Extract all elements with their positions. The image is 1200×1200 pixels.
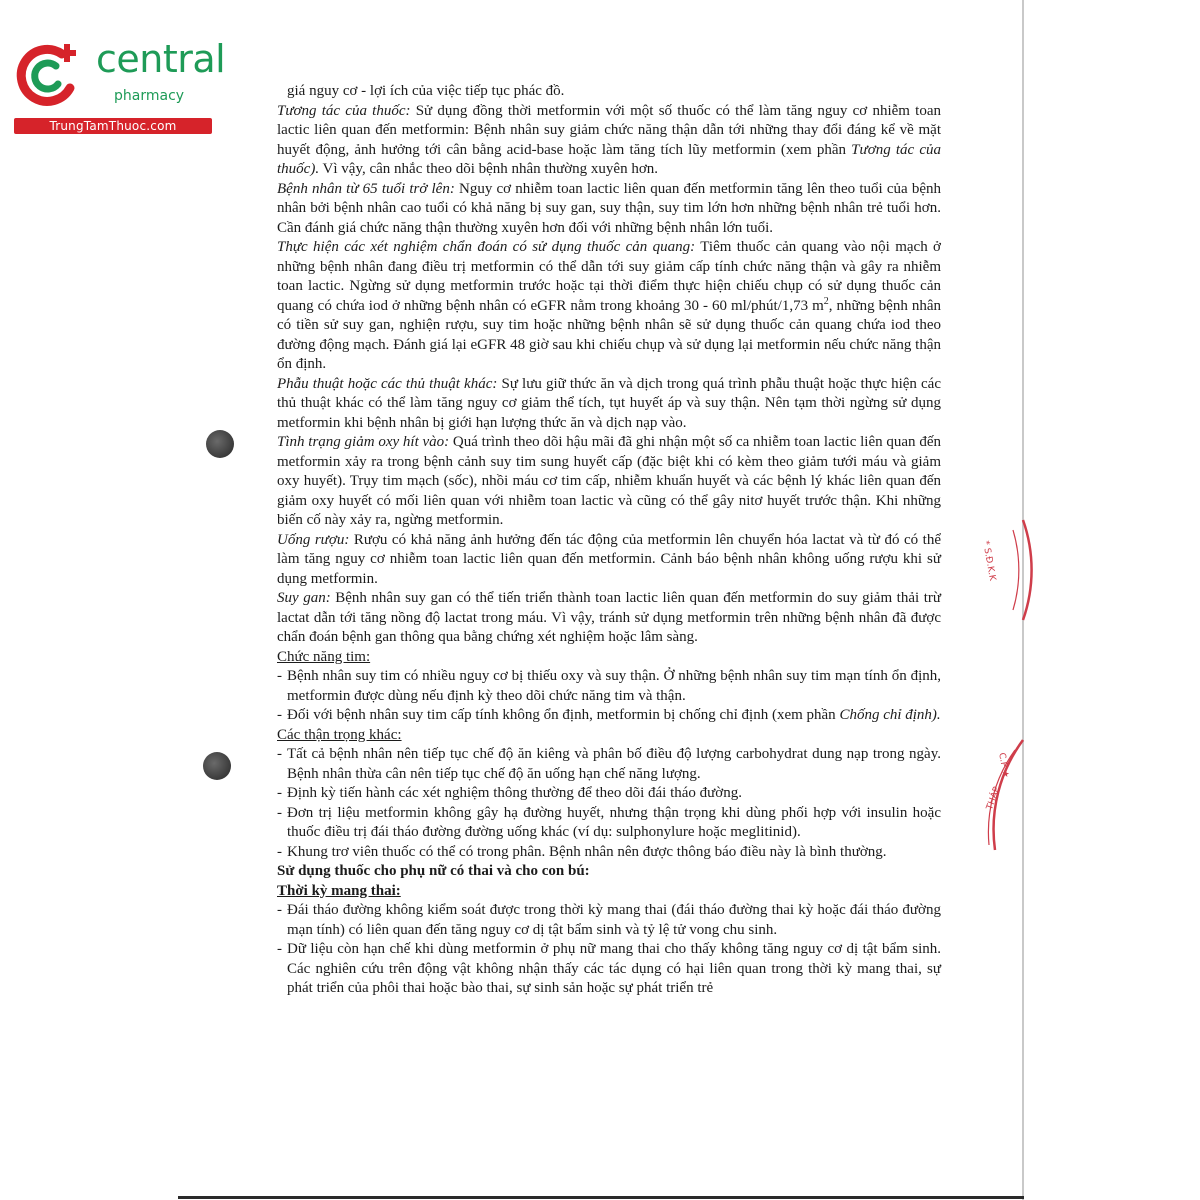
document-body: [277, 82, 941, 999]
text-contrast-b: , những bệnh nhân có tiền sử suy gan, nghiện rượu, suy tim hoặc những bệnh nhân sẽ sử dụng thuốc cản quang chứa iod theo đường động mạch. Đánh giá lại eGFR 48 giờ sau khi chiếu chụp và sử dụng lại metformin nếu chức năng thận ổn định.: [277, 297, 941, 372]
label-surgery: Phẫu thuật hoặc các thủ thuật khác:: [277, 375, 498, 392]
stamp-top-text: * S.Đ.K.K: [980, 540, 998, 582]
heading-other-cautions: Các thận trọng khác:: [277, 726, 402, 743]
paragraph-contrast: [277, 238, 941, 375]
paragraph-drug-interaction: [277, 102, 941, 180]
text-alcohol: Rượu có khả năng ảnh hưởng đến tác động của metformin lên chuyển hóa lactat và từ đó có thể làm tăng nguy cơ nhiễm toan lactic liên quan đến metformin. Cảnh báo bệnh nhân không uống rượu khi sử dụng metformin.: [277, 531, 942, 587]
heading-pregnancy-period: Thời kỳ mang thai:: [277, 882, 401, 899]
paragraph-elderly: [277, 180, 941, 239]
list-item: - Khung trơ viên thuốc có thể có trong phân. Bệnh nhân nên được thông báo điều này là bình thường.: [277, 843, 941, 863]
list-item: - Dữ liệu còn hạn chế khi dùng metformin ở phụ nữ mang thai cho thấy không tăng nguy cơ dị tật bẩm sinh. Các nghiên cứu trên động vật không nhận thấy các tác dụng có hại liên quan trong thời kỳ mang thai, sự phát triển của phôi thai hoặc bào thai, sự sinh sản hoặc sự phát triển trẻ: [277, 940, 941, 999]
heading-heart-function: Chức năng tim:: [277, 648, 371, 665]
page-bottom-edge: [178, 1196, 1024, 1199]
text-drug-interaction-a: Sử dụng đồng thời metformin với một số thuốc có thể làm tăng nguy cơ nhiễm toan lactic liên quan đến metformin: Bệnh nhân suy giảm chức năng thận dẫn tới những thay đổi đáng kể về mặt huyết động, ảnh hưởng tới cân bằng acid-base hoặc làm tăng tích lũy metformin (xem phần: [277, 102, 941, 158]
list-heart-function: [277, 667, 941, 726]
paragraph-alcohol: [277, 531, 941, 590]
label-drug-interaction: Tương tác của thuốc:: [277, 102, 411, 119]
label-alcohol: Uống rượu:: [277, 531, 350, 548]
stamp-mid-text: C.P ★: [996, 752, 1011, 779]
list-item: - Bệnh nhân suy tim có nhiều nguy cơ bị thiếu oxy và suy thận. Ở những bệnh nhân suy tim mạn tính ổn định, metformin được dùng nếu định kỳ theo dõi chức năng tim và thận.: [277, 667, 941, 706]
ref-drug-interaction: Tương tác của thuốc).: [277, 141, 941, 177]
list-item: - Tất cả bệnh nhân nên tiếp tục chế độ ăn kiêng và phân bố điều độ lượng carbohydrat dung nạp trong ngày. Bệnh nhân thừa cân nên tiếp tục chế độ ăn uống hạn chế năng lượng.: [277, 745, 941, 784]
paragraph-surgery: [277, 375, 941, 434]
text-drug-interaction-b: Vì vậy, cân nhắc theo dõi bệnh nhân thường xuyên hơn.: [319, 161, 658, 177]
text-contrast-a: Tiêm thuốc cản quang vào nội mạch ở những bệnh nhân đang điều trị metformin có thể dẫn tới suy giảm cấp tính chức năng thận và gây ra nhiễm toan lactic. Ngừng sử dụng metformin trước hoặc tại thời điểm thực hiện chiếu chụp có sử dụng thuốc cản quang có chứa iod ở những bệnh nhân có eGFR nằm trong khoảng 30 - 60 ml/phút/1,73 m: [277, 239, 941, 314]
list-item: - Đơn trị liệu metformin không gây hạ đường huyết, nhưng thận trọng khi dùng phối hợp với insulin hoặc thuốc điều trị đái tháo đường đường uống khác (ví dụ: sulphonylure hoặc meglitinid).: [277, 804, 941, 843]
logo-mark-icon: [10, 36, 90, 116]
text-liver: Bệnh nhân suy gan có thể tiến triển thành toan lactic liên quan đến metformin do suy giảm thải trừ lactat dẫn tới tăng nồng độ lactat trong máu. Vì vậy, tránh sử dụng metformin trên những bệnh nhân đã được chẩn đoán bệnh gan thông qua bằng chứng xét nghiệm hoặc lâm sàng.: [277, 590, 941, 645]
label-hypoxia: Tình trạng giảm oxy hít vào:: [277, 434, 450, 450]
text-elderly: Nguy cơ nhiễm toan lactic liên quan đến metformin tăng lên theo tuổi của bệnh nhân bởi bệnh nhân cao tuổi có khả năng bị suy gan, suy thận, suy tim lớn hơn những bệnh nhân trẻ tuổi hơn. Cần đánh giá chức năng thận thường xuyên hơn đối với những bệnh nhân lớn tuổi.: [277, 180, 941, 236]
list-item: - Đái tháo đường không kiểm soát được trong thời kỳ mang thai (đái tháo đường thai kỳ hoặc đái tháo đường mạn tính) có liên quan đến tăng nguy cơ dị tật bẩm sinh và tỷ lệ tử vong chu sinh.: [277, 901, 941, 940]
logo-site-bar: TrungTamThuoc.com: [14, 118, 212, 134]
list-item: [277, 706, 941, 726]
logo-sub-text: pharmacy: [114, 88, 185, 104]
paragraph-hypoxia: [277, 433, 941, 531]
logo-brand-text: central: [96, 37, 226, 81]
text-heart-2: Đối với bệnh nhân suy tim cấp tính không ổn định, metformin bị chống chỉ định (xem phần: [287, 707, 840, 723]
paragraph-risk-benefit: giá nguy cơ - lợi ích của việc tiếp tục phác đồ.: [287, 83, 565, 99]
paragraph-liver: [277, 589, 941, 648]
punch-hole-icon: [206, 430, 234, 458]
list-pregnancy: [277, 901, 941, 999]
label-liver: Suy gan:: [277, 590, 331, 606]
list-other-cautions: [277, 745, 941, 862]
text-surgery: Sự lưu giữ thức ăn và dịch trong quá trình phẫu thuật hoặc thực hiện các thủ thuật khác có thể làm tăng nguy cơ giảm thể tích, tụt huyết áp và suy thận. Nên tạm thời ngừng sử dụng metformin khi bệnh nhân bị giới hạn lượng thức ăn và dịch nạp vào.: [277, 375, 941, 431]
stamp-bottom-text: THÁP: [985, 785, 1003, 812]
label-contrast: Thực hiện các xét nghiệm chẩn đoán có sử dụng thuốc cản quang:: [277, 239, 696, 255]
label-elderly: Bệnh nhân từ 65 tuổi trở lên:: [277, 180, 455, 197]
heading-pregnancy-lactation: Sử dụng thuốc cho phụ nữ có thai và cho con bú:: [277, 863, 590, 879]
text-hypoxia: Quá trình theo dõi hậu mãi đã ghi nhận một số ca nhiễm toan lactic liên quan đến metformin xảy ra trong bệnh cảnh suy tim sung huyết cấp (đặc biệt khi có kèm theo giảm tưới máu và giảm oxy huyết). Trụy tim mạch (sốc), nhồi máu cơ tim cấp, nhiễm khuẩn huyết và các bệnh lý khác liên quan đến giảm oxy huyết có mối liên quan với nhiễm toan lactic và cũng có thể gây nitơ huyết trước thận. Khi những biến cố này xảy ra, ngừng metformin.: [277, 434, 941, 528]
punch-hole-icon: [203, 752, 231, 780]
central-pharmacy-logo: [10, 36, 226, 136]
ref-contraindication: Chống chỉ định).: [839, 707, 941, 723]
superscript-2: 2: [823, 295, 829, 307]
list-item: - Định kỳ tiến hành các xét nghiệm thông thường để theo dõi đái tháo đường.: [277, 784, 941, 804]
